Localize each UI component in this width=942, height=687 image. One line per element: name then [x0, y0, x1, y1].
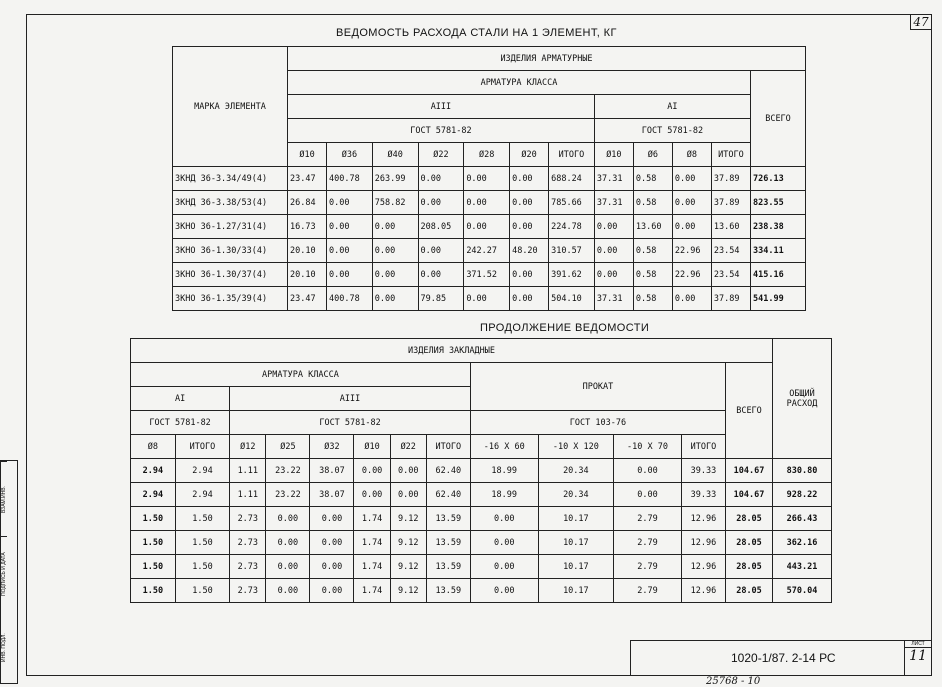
value-cell: 371.52 [464, 263, 510, 287]
table-row [173, 263, 806, 287]
value-cell: 310.57 [549, 239, 595, 263]
value-cell: 443.21 [773, 555, 832, 579]
value-cell: 10.17 [538, 507, 614, 531]
gost-a1-header: ГОСТ 5781-82 [594, 119, 750, 143]
value-cell: 0.00 [418, 191, 464, 215]
t2-gost-a3-header: ГОСТ 5781-82 [230, 411, 471, 435]
value-cell: 238.38 [751, 215, 806, 239]
value-cell: 10.17 [538, 531, 614, 555]
table-row [131, 531, 832, 555]
value-cell: 9.12 [390, 555, 426, 579]
value-cell: 0.00 [390, 483, 426, 507]
value-cell: 23.22 [266, 483, 310, 507]
value-cell: 0.00 [327, 215, 373, 239]
t1-subheader: Ø40 [372, 143, 418, 167]
value-cell: 400.78 [327, 167, 373, 191]
value-cell: 2.79 [614, 579, 682, 603]
value-cell: 0.00 [464, 287, 510, 311]
t2-subheader: Ø12 [230, 435, 266, 459]
element-mark-cell: ЗКНО 36-1.30/33(4) [173, 239, 288, 263]
t1-subheader: Ø36 [327, 143, 373, 167]
t2-class-a1-header: AI [131, 387, 230, 411]
t1-subheader: ИТОГО [711, 143, 750, 167]
value-cell: 20.34 [538, 483, 614, 507]
value-cell: 26.84 [288, 191, 327, 215]
t2-gost-a1-header: ГОСТ 5781-82 [131, 411, 230, 435]
bottom-note: 25768 - 10 [706, 676, 761, 687]
value-cell: 38.07 [310, 459, 354, 483]
value-cell: 400.78 [327, 287, 373, 311]
value-cell: 0.00 [510, 287, 549, 311]
t2-subheader: ИТОГО [426, 435, 470, 459]
value-cell: 37.89 [711, 167, 750, 191]
value-cell: 9.12 [390, 579, 426, 603]
table-row [131, 483, 832, 507]
value-cell: 0.00 [310, 531, 354, 555]
page-corner-number: 47 [910, 15, 931, 30]
value-cell: 104.67 [726, 459, 773, 483]
armatura-klassa-header: АРМАТУРА КЛАССА [288, 71, 751, 95]
value-cell: 0.00 [310, 579, 354, 603]
value-cell: 20.34 [538, 459, 614, 483]
value-cell: 1.50 [175, 579, 229, 603]
value-cell: 28.05 [726, 579, 773, 603]
value-cell: 0.00 [418, 167, 464, 191]
value-cell: 0.00 [614, 483, 682, 507]
value-cell: 23.54 [711, 263, 750, 287]
sheet-number: 11 [909, 648, 927, 664]
t2-subheader: -10 X 120 [538, 435, 614, 459]
value-cell: 48.20 [510, 239, 549, 263]
t1-subheader: Ø10 [594, 143, 633, 167]
value-cell: 0.00 [266, 579, 310, 603]
table-row [131, 459, 832, 483]
value-cell: 13.59 [426, 579, 470, 603]
value-cell: 2.73 [230, 555, 266, 579]
vsego-header: ВСЕГО [751, 71, 806, 167]
element-mark-cell: ЗКНД 36-3.38/53(4) [173, 191, 288, 215]
table1-title: ВЕДОМОСТЬ РАСХОДА СТАЛИ НА 1 ЭЛЕМЕНТ, КГ [336, 27, 617, 39]
value-cell: 18.99 [470, 483, 538, 507]
value-cell: 12.96 [681, 531, 725, 555]
value-cell: 28.05 [726, 555, 773, 579]
value-cell: 37.89 [711, 287, 750, 311]
t1-subheader: Ø22 [418, 143, 464, 167]
table-row [173, 287, 806, 311]
element-mark-cell: ЗКНД 36-3.34/49(4) [173, 167, 288, 191]
value-cell: 13.59 [426, 531, 470, 555]
value-cell: 0.00 [464, 215, 510, 239]
t2-izdelia-header: ИЗДЕЛИЯ ЗАКЛАДНЫЕ [131, 339, 773, 363]
prokat-header: ПРОКАТ [470, 363, 725, 411]
t1-subheader: Ø20 [510, 143, 549, 167]
t2-subheader: ИТОГО [681, 435, 725, 459]
t2-gost-prokat-header: ГОСТ 103-76 [470, 411, 725, 435]
value-cell: 0.00 [372, 287, 418, 311]
side-stamp [0, 460, 18, 684]
value-cell: 0.00 [672, 287, 711, 311]
value-cell: 2.79 [614, 507, 682, 531]
value-cell: 0.58 [633, 239, 672, 263]
class-a3-header: AIII [288, 95, 595, 119]
value-cell: 0.00 [354, 459, 390, 483]
document-code: 1020-1/87. 2-14 РС [731, 651, 836, 665]
value-cell: 38.07 [310, 483, 354, 507]
element-mark-cell: ЗКНО 36-1.27/31(4) [173, 215, 288, 239]
table-row [173, 215, 806, 239]
value-cell: 0.00 [372, 239, 418, 263]
value-cell: 23.47 [288, 287, 327, 311]
element-mark-cell: ЗКНО 36-1.30/37(4) [173, 263, 288, 287]
t2-subheader: Ø8 [131, 435, 176, 459]
value-cell: 0.00 [672, 167, 711, 191]
value-cell: 0.00 [464, 191, 510, 215]
value-cell: 0.00 [470, 531, 538, 555]
value-cell: 0.00 [327, 191, 373, 215]
value-cell: 263.99 [372, 167, 418, 191]
value-cell: 13.60 [711, 215, 750, 239]
t1-subheader: Ø10 [288, 143, 327, 167]
value-cell: 18.99 [470, 459, 538, 483]
value-cell: 0.00 [266, 555, 310, 579]
value-cell: 2.94 [131, 459, 176, 483]
value-cell: 1.50 [131, 507, 176, 531]
value-cell: 0.00 [510, 167, 549, 191]
t2-subheader: Ø22 [390, 435, 426, 459]
t2-subheader: -16 X 60 [470, 435, 538, 459]
gost-a3-header: ГОСТ 5781-82 [288, 119, 595, 143]
value-cell: 1.50 [131, 531, 176, 555]
value-cell: 266.43 [773, 507, 832, 531]
value-cell: 334.11 [751, 239, 806, 263]
continuation-table [130, 338, 832, 603]
value-cell: 0.00 [354, 483, 390, 507]
value-cell: 0.00 [614, 459, 682, 483]
value-cell: 2.79 [614, 555, 682, 579]
value-cell: 28.05 [726, 507, 773, 531]
value-cell: 928.22 [773, 483, 832, 507]
value-cell: 0.00 [470, 507, 538, 531]
value-cell: 37.89 [711, 191, 750, 215]
value-cell: 570.04 [773, 579, 832, 603]
value-cell: 10.17 [538, 555, 614, 579]
value-cell: 224.78 [549, 215, 595, 239]
table1-body [173, 167, 806, 311]
value-cell: 1.74 [354, 579, 390, 603]
value-cell: 0.00 [470, 579, 538, 603]
value-cell: 13.60 [633, 215, 672, 239]
value-cell: 12.96 [681, 579, 725, 603]
value-cell: 415.16 [751, 263, 806, 287]
value-cell: 1.74 [354, 555, 390, 579]
value-cell: 2.79 [614, 531, 682, 555]
value-cell: 0.58 [633, 287, 672, 311]
value-cell: 37.31 [594, 287, 633, 311]
value-cell: 0.00 [327, 239, 373, 263]
value-cell: 0.00 [327, 263, 373, 287]
value-cell: 12.96 [681, 555, 725, 579]
value-cell: 2.73 [230, 531, 266, 555]
value-cell: 0.00 [418, 263, 464, 287]
value-cell: 9.12 [390, 507, 426, 531]
value-cell: 541.99 [751, 287, 806, 311]
t2-subheader: -10 X 70 [614, 435, 682, 459]
table-row [131, 507, 832, 531]
class-a1-header: AI [594, 95, 750, 119]
value-cell: 2.94 [175, 459, 229, 483]
value-cell: 23.54 [711, 239, 750, 263]
value-cell: 0.00 [594, 215, 633, 239]
value-cell: 62.40 [426, 459, 470, 483]
value-cell: 0.00 [594, 263, 633, 287]
value-cell: 0.00 [266, 531, 310, 555]
value-cell: 688.24 [549, 167, 595, 191]
stamp-vzam-inv: ВЗАМ.ИНВ. [1, 461, 7, 536]
t2-subheader: Ø25 [266, 435, 310, 459]
value-cell: 0.00 [372, 263, 418, 287]
value-cell: 10.17 [538, 579, 614, 603]
value-cell: 1.50 [175, 555, 229, 579]
value-cell: 37.31 [594, 191, 633, 215]
value-cell: 39.33 [681, 483, 725, 507]
stamp-inv-podl: ИНВ. ПОДЛ. [1, 633, 7, 663]
value-cell: 22.96 [672, 263, 711, 287]
value-cell: 23.47 [288, 167, 327, 191]
t1-subheader: Ø6 [633, 143, 672, 167]
value-cell: 20.10 [288, 239, 327, 263]
title-block [630, 640, 931, 675]
t1-subheader: Ø28 [464, 143, 510, 167]
value-cell: 1.50 [175, 531, 229, 555]
value-cell: 726.13 [751, 167, 806, 191]
value-cell: 1.74 [354, 507, 390, 531]
value-cell: 0.00 [470, 555, 538, 579]
value-cell: 0.00 [510, 263, 549, 287]
value-cell: 22.96 [672, 239, 711, 263]
stamp-podpis-data: ПОДПИСЬ И ДАТА [1, 536, 7, 611]
value-cell: 0.00 [464, 167, 510, 191]
element-mark-cell: ЗКНО 36-1.35/39(4) [173, 287, 288, 311]
value-cell: 0.00 [510, 191, 549, 215]
value-cell: 391.62 [549, 263, 595, 287]
value-cell: 0.00 [372, 215, 418, 239]
t2-subheader: Ø32 [310, 435, 354, 459]
rashod-label: РАСХОД [786, 398, 818, 409]
value-cell: 13.59 [426, 507, 470, 531]
value-cell: 2.94 [175, 483, 229, 507]
value-cell: 0.00 [672, 191, 711, 215]
value-cell: 242.27 [464, 239, 510, 263]
value-cell: 362.16 [773, 531, 832, 555]
value-cell: 0.58 [633, 191, 672, 215]
value-cell: 9.12 [390, 531, 426, 555]
value-cell: 504.10 [549, 287, 595, 311]
izdelia-header: ИЗДЕЛИЯ АРМАТУРНЫЕ [288, 47, 806, 71]
value-cell: 0.58 [633, 263, 672, 287]
value-cell: 2.73 [230, 507, 266, 531]
value-cell: 79.85 [418, 287, 464, 311]
value-cell: 62.40 [426, 483, 470, 507]
value-cell: 20.10 [288, 263, 327, 287]
value-cell: 2.94 [131, 483, 176, 507]
t2-class-a3-header: AIII [230, 387, 471, 411]
value-cell: 13.59 [426, 555, 470, 579]
value-cell: 1.74 [354, 531, 390, 555]
value-cell: 23.22 [266, 459, 310, 483]
value-cell: 37.31 [594, 167, 633, 191]
t1-subheader: Ø8 [672, 143, 711, 167]
value-cell: 0.00 [418, 239, 464, 263]
value-cell: 12.96 [681, 507, 725, 531]
table2-body [131, 459, 832, 603]
value-cell: 1.11 [230, 483, 266, 507]
value-cell: 28.05 [726, 531, 773, 555]
sheet-label: ЛИСТ [905, 641, 931, 648]
table-row [131, 555, 832, 579]
value-cell: 208.05 [418, 215, 464, 239]
value-cell: 1.50 [175, 507, 229, 531]
value-cell: 104.67 [726, 483, 773, 507]
value-cell: 1.50 [131, 555, 176, 579]
table-row [173, 239, 806, 263]
value-cell: 0.00 [510, 215, 549, 239]
steel-usage-table [172, 46, 806, 311]
table2-title: ПРОДОЛЖЕНИЕ ВЕДОМОСТИ [480, 322, 650, 334]
t2-subheader: ИТОГО [175, 435, 229, 459]
sheet-box [904, 641, 931, 675]
value-cell: 785.66 [549, 191, 595, 215]
t2-armatura-klassa-header: АРМАТУРА КЛАССА [131, 363, 471, 387]
value-cell: 0.58 [633, 167, 672, 191]
t2-vsego-header: ВСЕГО [726, 363, 773, 459]
t2-subheader: Ø10 [354, 435, 390, 459]
value-cell: 0.00 [310, 507, 354, 531]
value-cell: 16.73 [288, 215, 327, 239]
col-mark-header: МАРКА ЭЛЕМЕНТА [173, 47, 288, 167]
value-cell: 1.11 [230, 459, 266, 483]
value-cell: 0.00 [672, 215, 711, 239]
table-row [131, 579, 832, 603]
value-cell: 823.55 [751, 191, 806, 215]
value-cell: 39.33 [681, 459, 725, 483]
obshiy-rashod-header [773, 339, 832, 459]
value-cell: 2.73 [230, 579, 266, 603]
value-cell: 1.50 [131, 579, 176, 603]
table-row [173, 191, 806, 215]
obshiy-label: ОБЩИЙ [789, 388, 815, 399]
value-cell: 0.00 [266, 507, 310, 531]
value-cell: 758.82 [372, 191, 418, 215]
value-cell: 830.80 [773, 459, 832, 483]
table-row [173, 167, 806, 191]
value-cell: 0.00 [390, 459, 426, 483]
value-cell: 0.00 [310, 555, 354, 579]
value-cell: 0.00 [594, 239, 633, 263]
t1-subheader: ИТОГО [549, 143, 595, 167]
